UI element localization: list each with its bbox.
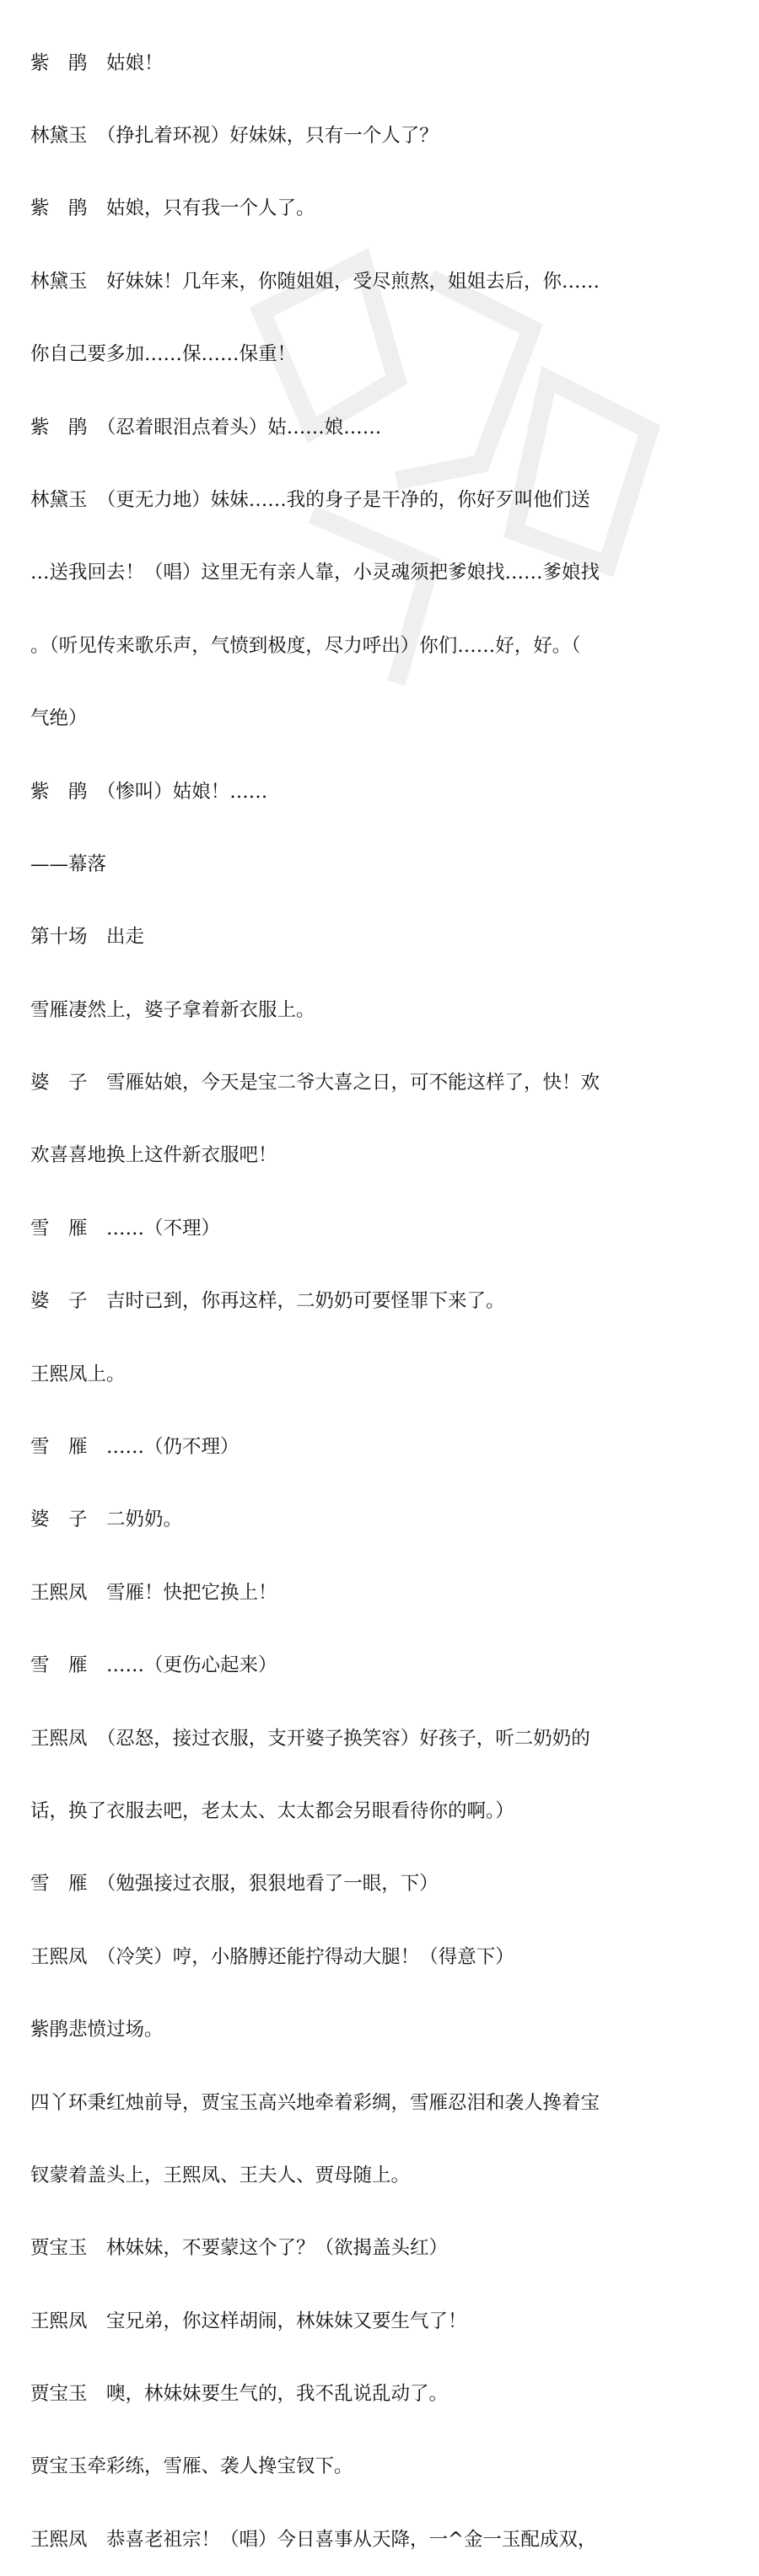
- text-line: 四丫环秉红烛前导，贾宝玉高兴地牵着彩绸，雪雁忍泪和袭人搀着宝: [30, 2091, 600, 2114]
- text-line: 婆 子 雪雁姑娘，今天是宝二爷大喜之日，可不能这样了，快！欢: [30, 1072, 600, 1094]
- text-line: 雪 雁 （勉强接过衣服，狠狠地看了一眼，下）: [30, 1873, 439, 1896]
- text-line: 紫鹃悲愤过场。: [30, 2019, 164, 2041]
- text-line: 钗蒙着盖头上，王熙凤、王夫人、贾母随上。: [30, 2164, 411, 2186]
- text-line: 林黛玉 （挣扎着环视）好妹妹，只有一个人了？: [30, 124, 439, 147]
- text-line: 雪 雁 ……（仍不理）: [30, 1436, 240, 1459]
- text-line: 王熙凤 （忍怒，接过衣服，支开婆子换笑容）好孩子，听二奶奶的: [30, 1727, 590, 1750]
- text-line: 雪雁凄然上，婆子拿着新衣服上。: [30, 998, 315, 1021]
- text-line: 王熙凤上。: [30, 1363, 126, 1385]
- scene-heading: 第十场 出走: [30, 926, 145, 949]
- text-line: 紫 鹃 （忍着眼泪点着头）姑……娘……: [30, 416, 382, 438]
- text-line: 林黛玉 （更无力地）妹妹……我的身子是干净的，你好歹叫他们送: [30, 488, 590, 511]
- text-line: 紫 鹃 （惨叫）姑娘！……: [30, 780, 268, 803]
- text-line: 王熙凤 宝兄弟，你这样胡闹，林妹妹又要生气了！: [30, 2310, 467, 2332]
- text-line: 雪 雁 ……（不理）: [30, 1217, 221, 1240]
- text-line: 紫 鹃 姑娘，只有我一个人了。: [30, 197, 315, 220]
- text-line: 王熙凤 （冷笑）哼，小胳膊还能拧得动大腿！（得意下）: [30, 1945, 514, 1968]
- text-line: 王熙凤 恭喜老祖宗！（唱）今日喜事从天降，一^金一玉配成双，: [30, 2528, 597, 2551]
- text-line: 气绝）: [30, 707, 88, 730]
- text-line: …送我回去！（唱）这里无有亲人靠，小灵魂须把爹娘找……爹娘找: [30, 562, 600, 584]
- text-line: 王熙凤 雪雁！快把它换上！: [30, 1581, 277, 1604]
- text-line: ——幕落: [30, 852, 107, 875]
- script-text: [30, 3, 747, 2576]
- text-line: 雪 雁 ……（更伤心起来）: [30, 1654, 277, 1677]
- text-line: 欢喜喜地换上这件新衣服吧！: [30, 1144, 277, 1167]
- text-line: 。（听见传来歌乐声，气愤到极度，尽力呼出）你们……好，好。（: [30, 634, 581, 657]
- text-line: 贾宝玉牵彩练，雪雁、袭人搀宝钗下。: [30, 2455, 353, 2478]
- text-line: 贾宝玉 林妹妹，不要蒙这个了？（欲揭盖头红）: [30, 2237, 449, 2260]
- text-line: 话，换了衣服去吧，老太太、太太都会另眼看待你的啊。）: [30, 1799, 514, 1822]
- text-line: 紫 鹃 姑娘！: [30, 51, 164, 74]
- text-line: 婆 子 二奶奶。: [30, 1508, 183, 1531]
- text-line: 你自己要多加……保……保重！: [30, 343, 297, 366]
- text-line: 婆 子 吉时已到，你再这样，二奶奶可要怪罪下来了。: [30, 1290, 505, 1313]
- text-line: 林黛玉 好妹妹！几年来，你随姐姐，受尽煎熬，姐姐去后，你……: [30, 270, 600, 293]
- text-line: 贾宝玉 噢，林妹妹要生气的，我不乱说乱动了。: [30, 2383, 449, 2406]
